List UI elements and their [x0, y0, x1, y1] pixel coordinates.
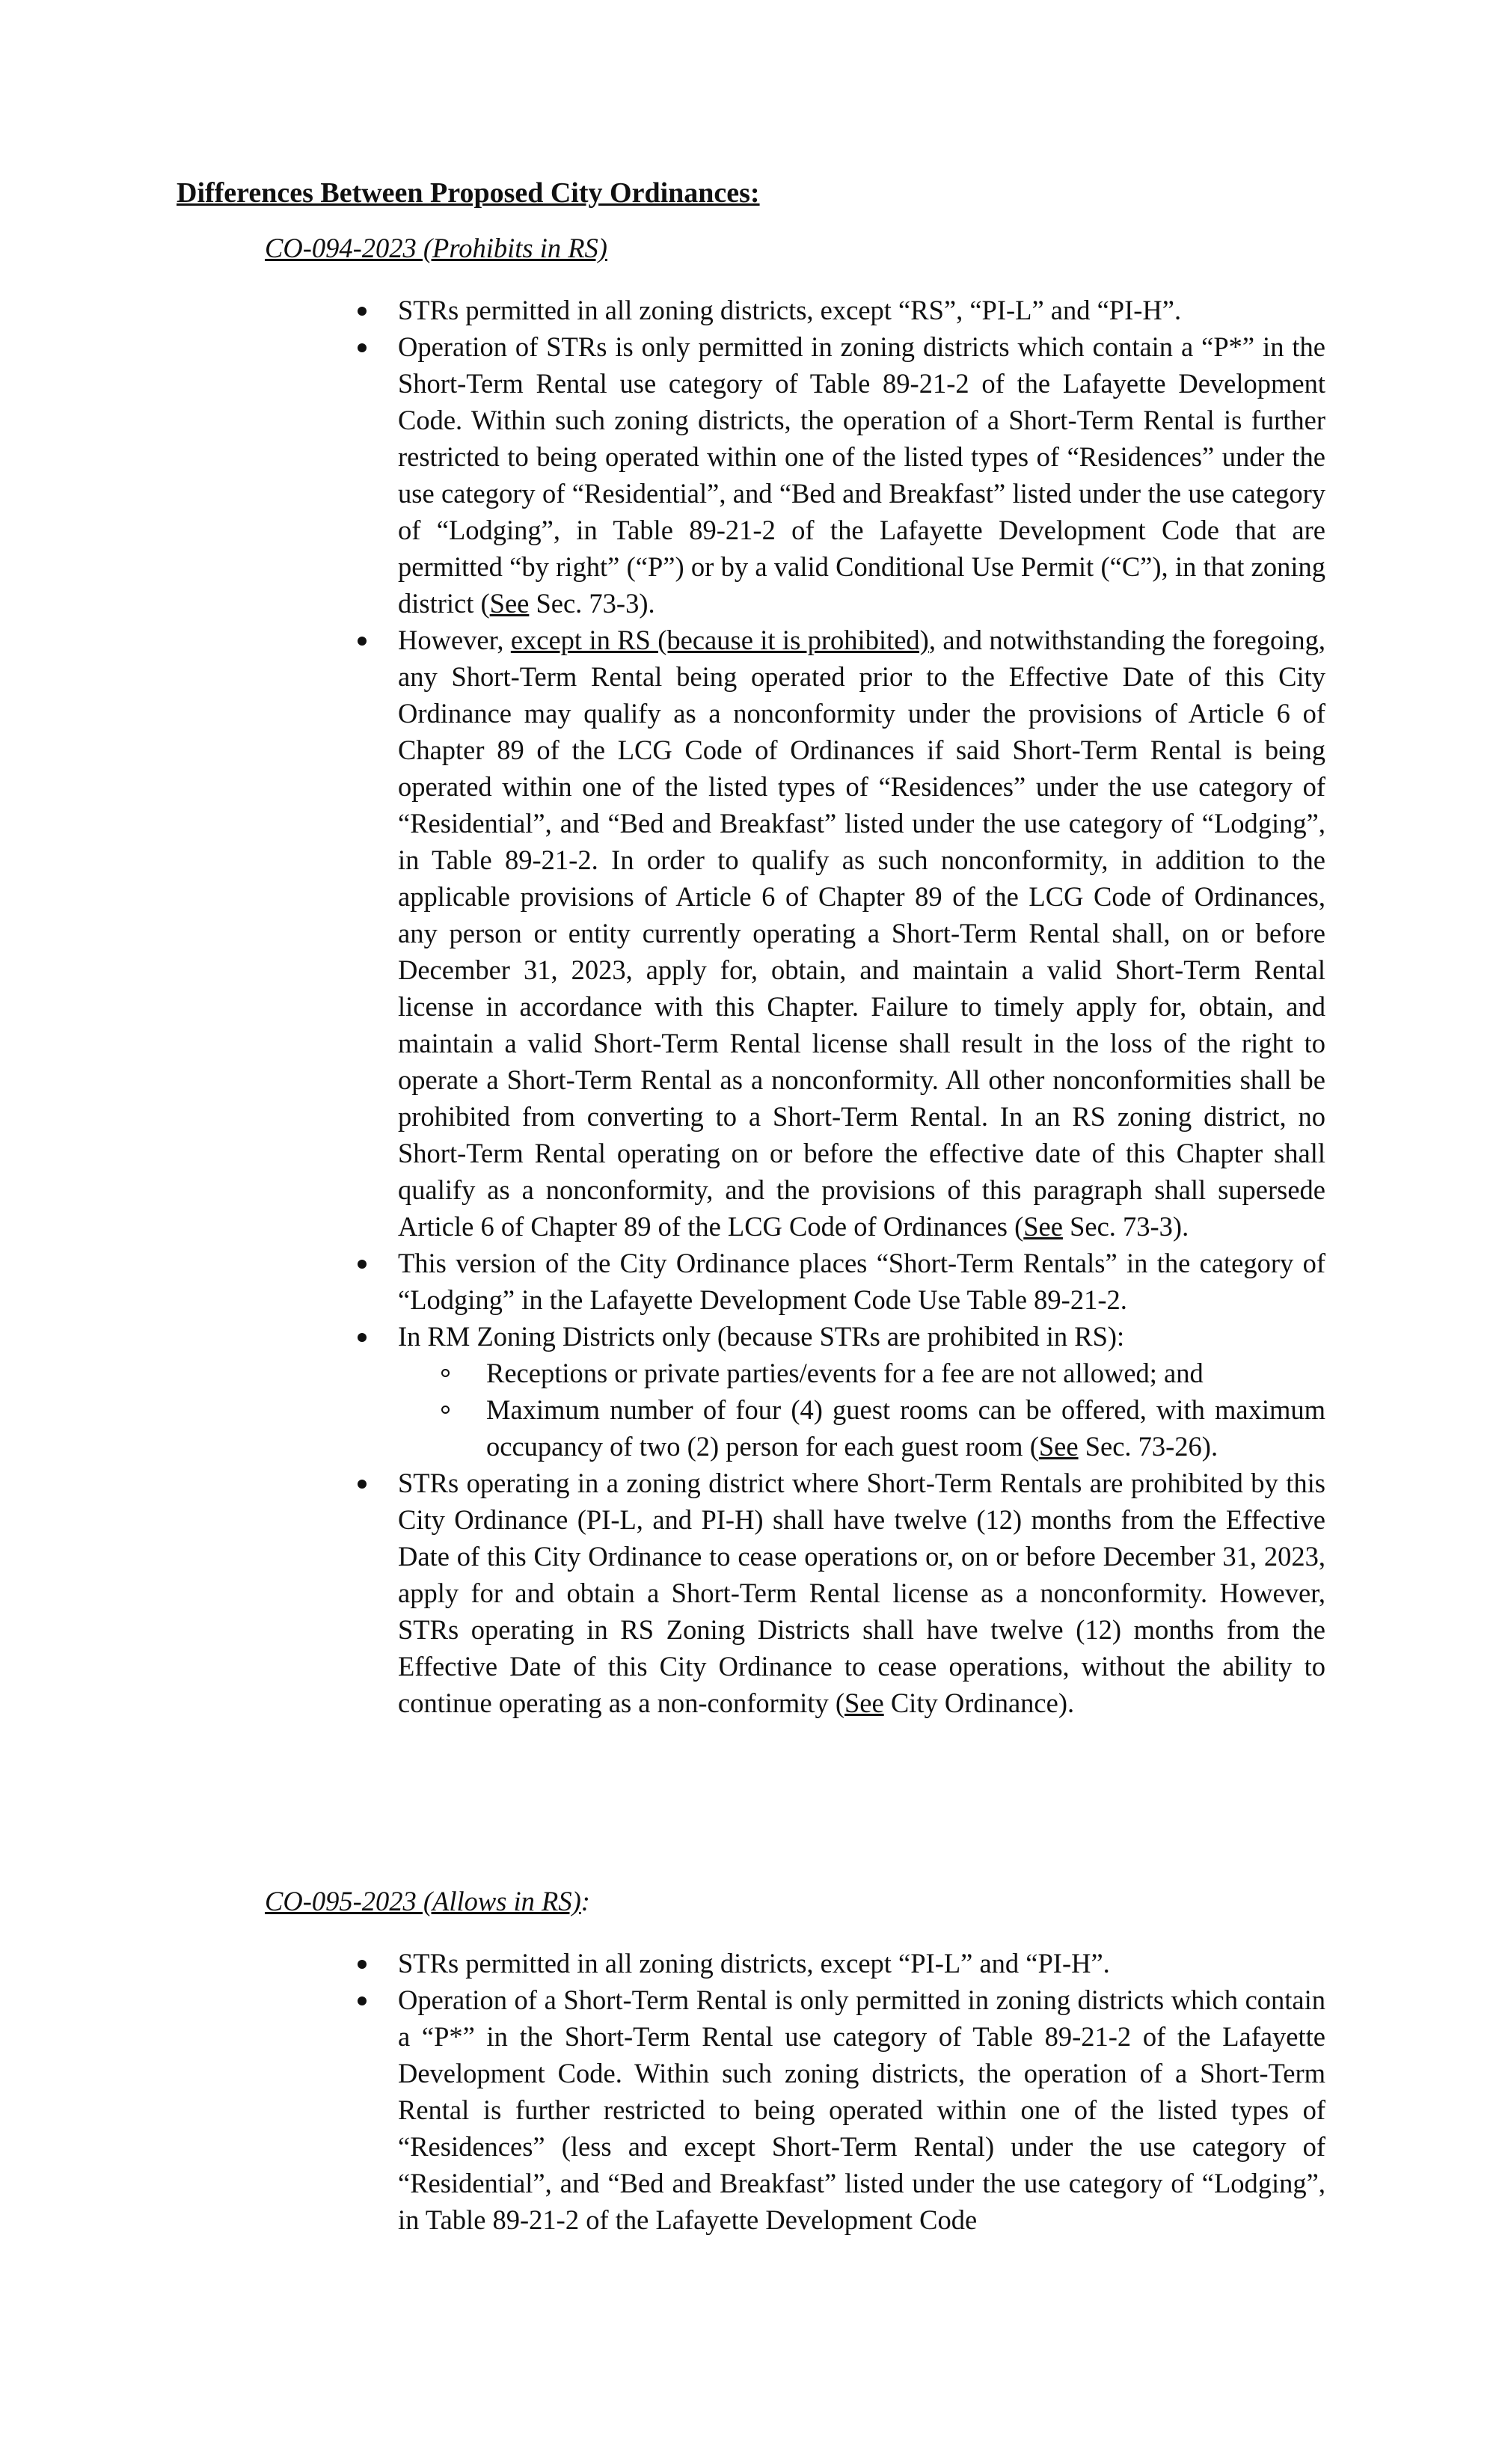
see-reference: See: [1038, 1431, 1079, 1462]
section1-title: [265, 230, 607, 266]
section2-title-suffix: :: [580, 1886, 590, 1916]
section1-bullet-3-text-end: Sec. 73-3).: [1062, 1211, 1189, 1242]
document-heading: Differences Between Proposed City Ordinances:: [177, 177, 760, 209]
section2-bullet-2-text: Operation of a Short-Term Rental is only permitted in zoning districts which contain a “P*” in the Short-Term Rental use category of Table 89-21-2 of the Lafayette Development Code. Within such zoning districts, the operation of a Short-Term Rental is further restricted to being operated within one of the listed types of “Residences” (less and except Short-Term Rental) under the use category of “Residential”, and “Bed and Breakfast” listed under the use category of “Lodging”, in Table 89-21-2 of the Lafayette Development Code: [398, 1985, 1325, 2235]
section2-bullet-list: [398, 1945, 1325, 2238]
section1-bullet-6: [398, 1465, 1325, 1721]
section2-bullet-1-text: STRs permitted in all zoning districts, except “PI-L” and “PI-H”.: [398, 1948, 1110, 1979]
section1-bullet-2-text: Operation of STRs is only permitted in zoning districts which contain a “P*” in the Short-Term Rental use category of Table 89-21-2 of the Lafayette Development Code. Within such zoning districts, the operation of a Short-Term Rental is further restricted to being operated within one of the listed types of “Residences” under the use category of “Residential”, and “Bed and Breakfast” listed under the use category of “Lodging”, in Table 89-21-2 of the Lafayette Development Code that are permitted “by right” (“P”) or by a valid Conditional Use Permit (“C”), in that zoning district (: [398, 331, 1325, 619]
section1-bullet-2: [398, 328, 1325, 622]
section1-title-text: CO-094-2023 (Prohibits in RS): [265, 233, 607, 263]
bullet-icon: [358, 1333, 367, 1342]
section1-bullet-5: [398, 1318, 1325, 1465]
circle-bullet-icon: [441, 1369, 450, 1377]
section2-title: [265, 1884, 590, 1919]
section1-subbullet-list: [398, 1355, 1325, 1465]
section1-bullet-6-text: STRs operating in a zoning district where Short-Term Rentals are prohibited by this City Ordinance (PI-L, and PI-H) shall have twelve (12) months from the Effective Date of this City Ordinance to cease operations or, on or before December 31, 2023, apply for and obtain a Short-Term Rental license as a nonconformity. However, STRs operating in RS Zoning Districts shall have twelve (12) months from the Effective Date of this City Ordinance to cease operations, without the ability to continue operating as a non-conformity (: [398, 1468, 1325, 1718]
section1-bullet-1-text: STRs permitted in all zoning districts, except “RS”, “PI-L” and “PI-H”.: [398, 295, 1182, 325]
section2-bullet-1: [398, 1945, 1325, 1982]
bullet-icon: [358, 1260, 367, 1269]
section1-bullet-6-text-end: City Ordinance).: [883, 1688, 1075, 1718]
section1-bullet-3-text: However,: [398, 625, 511, 655]
see-reference: See: [489, 588, 530, 619]
bullet-icon: [358, 1996, 367, 2005]
section2-bullet-2: [398, 1982, 1325, 2238]
bullet-icon: [358, 307, 367, 316]
bullet-icon: [358, 343, 367, 352]
section2-title-text: CO-095-2023 (Allows in RS): [265, 1886, 581, 1916]
see-reference: See: [844, 1688, 884, 1718]
section1-bullet-1: [398, 292, 1325, 328]
section1-subbullet-1: [486, 1355, 1325, 1391]
section1-bullet-3: [398, 622, 1325, 1245]
section1-bullet-5-text: In RM Zoning Districts only (because STRs are prohibited in RS):: [398, 1321, 1125, 1352]
bullet-icon: [358, 1960, 367, 1969]
bullet-icon: [358, 637, 367, 646]
see-reference: See: [1023, 1211, 1063, 1242]
circle-bullet-icon: [441, 1406, 450, 1414]
bullet-icon: [358, 1480, 367, 1489]
section1-subbullet-2-text-end: Sec. 73-26).: [1078, 1431, 1218, 1462]
section1-subbullet-1-text: Receptions or private parties/events for a fee are not allowed; and: [486, 1358, 1204, 1388]
section1-bullet-3-text-mid: , and notwithstanding the foregoing, any Short-Term Rental being operated prior to the Effective Date of this City Ordinance may qualify as a nonconformity under the provisions of Article 6 of Chapter 89 of the LCG Code of Ordinances if said Short-Term Rental is being operated within one of the listed types of “Residences” under the use category of “Residential”, and “Bed and Breakfast” listed under the use category of “Lodging”, in Table 89-21-2. In order to qualify as such nonconformity, in addition to the applicable provisions of Article 6 of Chapter 89 of the LCG Code of Ordinances, any person or entity currently operating a Short-Term Rental shall, on or before December 31, 2023, apply for, obtain, and maintain a valid Short-Term Rental license in accordance with this Chapter. Failure to timely apply for, obtain, and maintain a valid Short-Term Rental license shall result in the loss of the right to operate a Short-Term Rental as a nonconformity. All other nonconformities shall be prohibited from converting to a Short-Term Rental. In an RS zoning district, no Short-Term Rental operating on or before the effective date of this Chapter shall qualify as a nonconformity, and the provisions of this paragraph shall supersede Article 6 of Chapter 89 of the LCG Code of Ordinances (: [398, 625, 1326, 1242]
section1-bullet-2-text-end: Sec. 73-3).: [529, 588, 655, 619]
section1-subbullet-2-text: Maximum number of four (4) guest rooms can be offered, with maximum occupancy of two (2) person for each guest room (: [486, 1394, 1325, 1462]
rs-exception-text: except in RS (because it is prohibited): [510, 625, 929, 655]
section1-bullet-list: [398, 292, 1325, 1721]
section1-bullet-4-text: This version of the City Ordinance places “Short-Term Rentals” in the category of “Lodging” in the Lafayette Development Code Use Table 89-21-2.: [398, 1248, 1325, 1315]
section1-bullet-4: [398, 1245, 1325, 1318]
section1-subbullet-2: [486, 1391, 1325, 1465]
